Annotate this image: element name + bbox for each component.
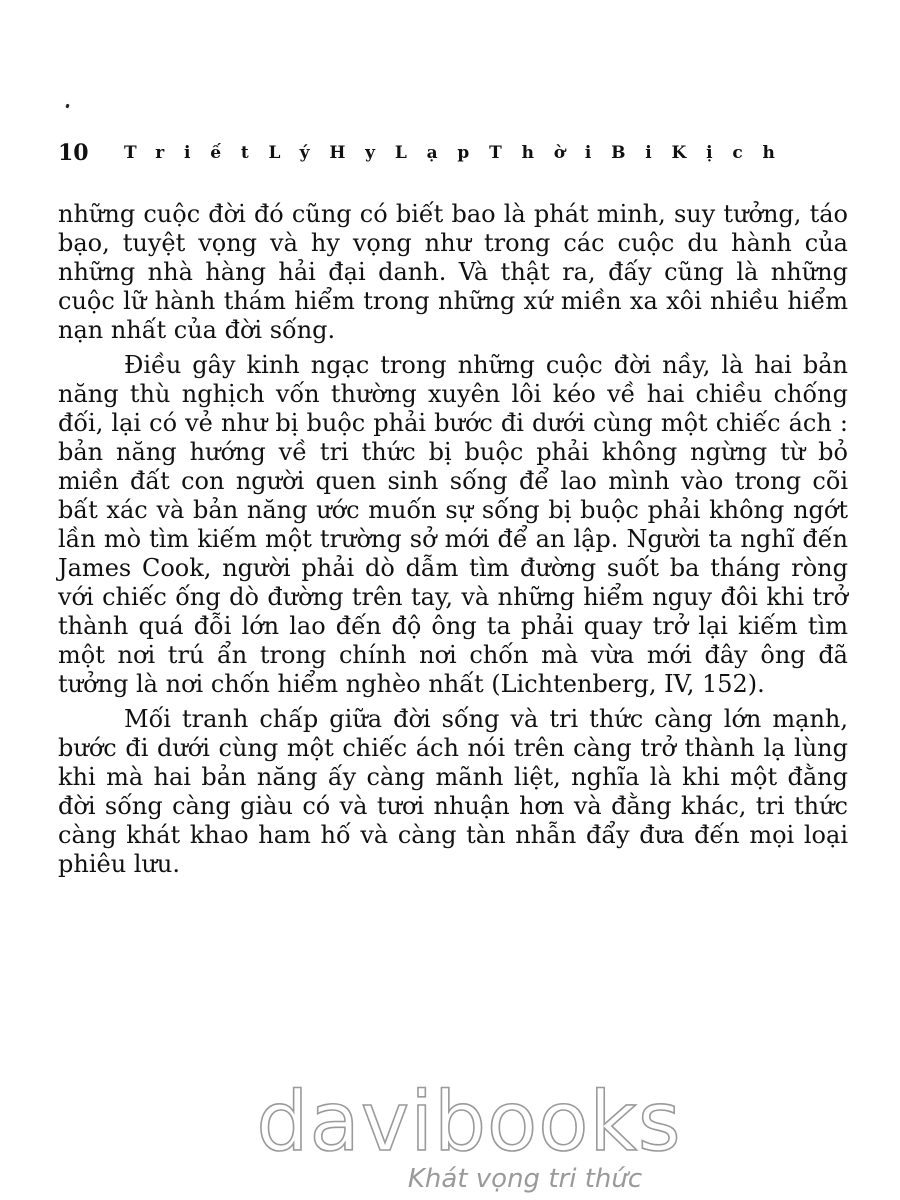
- running-title: TriếtLýHyLạpThờiBiKịch: [124, 143, 795, 163]
- watermark-tagline: Khát vọng tri thức: [407, 1164, 643, 1194]
- watermark: [0, 1075, 900, 1194]
- print-speck: [65, 104, 69, 109]
- paragraph-2: Điều gây kinh ngạc trong những cuộc đời nầy, là hai bản năng thù nghịch vốn thường xuyên lôi kéo về hai chiều chống đối, lại có vẻ như bị buộc phải bước đi dưới cùng một chiếc ách : bản năng hướng về tri thức bị buộc phải không ngừng từ bỏ miền đất con người quen sinh sống để lao mình vào trong cõi bất xác và bản năng ước muốn sự sống bị buộc phải không ngớt lần mò tìm kiếm một trường sở mới để an lập. Người ta nghĩ đến James Cook, người phải dò dẫm tìm đường suốt ba tháng ròng với chiếc ống dò đường trên tay, và những hiểm nguy đôi khi trở thành quá đỗi lớn lao đến độ ông ta phải quay trở lại kiếm tìm một nơi trú ẩn trong chính nơi chốn mà vừa mới đây ông đã tưởng là nơi chốn hiểm nghèo nhất (Lichtenberg, IV, 152).: [58, 351, 848, 698]
- page-number: 10: [58, 140, 89, 166]
- paragraph-3: Mối tranh chấp giữa đời sống và tri thức càng lớn mạnh, bước đi dưới cùng một chiếc ách nói trên càng trở thành lạ lùng khi mà hai bản năng ấy càng mãnh liệt, nghĩa là khi một đằng đời sống càng giàu có và tươi nhuận hơn và đằng khác, tri thức càng khát khao ham hố và càng tàn nhẫn đẩy đưa đến mọi loại phiêu lưu.: [58, 705, 848, 878]
- page-header: [58, 138, 848, 168]
- body-text: [58, 200, 848, 879]
- watermark-logo: davibooks: [256, 1075, 682, 1170]
- paragraph-1: những cuộc đời đó cũng có biết bao là phát minh, suy tưởng, táo bạo, tuyệt vọng và hy vọng như trong các cuộc du hành của những nhà hàng hải đại danh. Và thật ra, đấy cũng là những cuộc lữ hành thám hiểm trong những xứ miền xa xôi nhiều hiểm nạn nhất của đời sống.: [58, 200, 848, 344]
